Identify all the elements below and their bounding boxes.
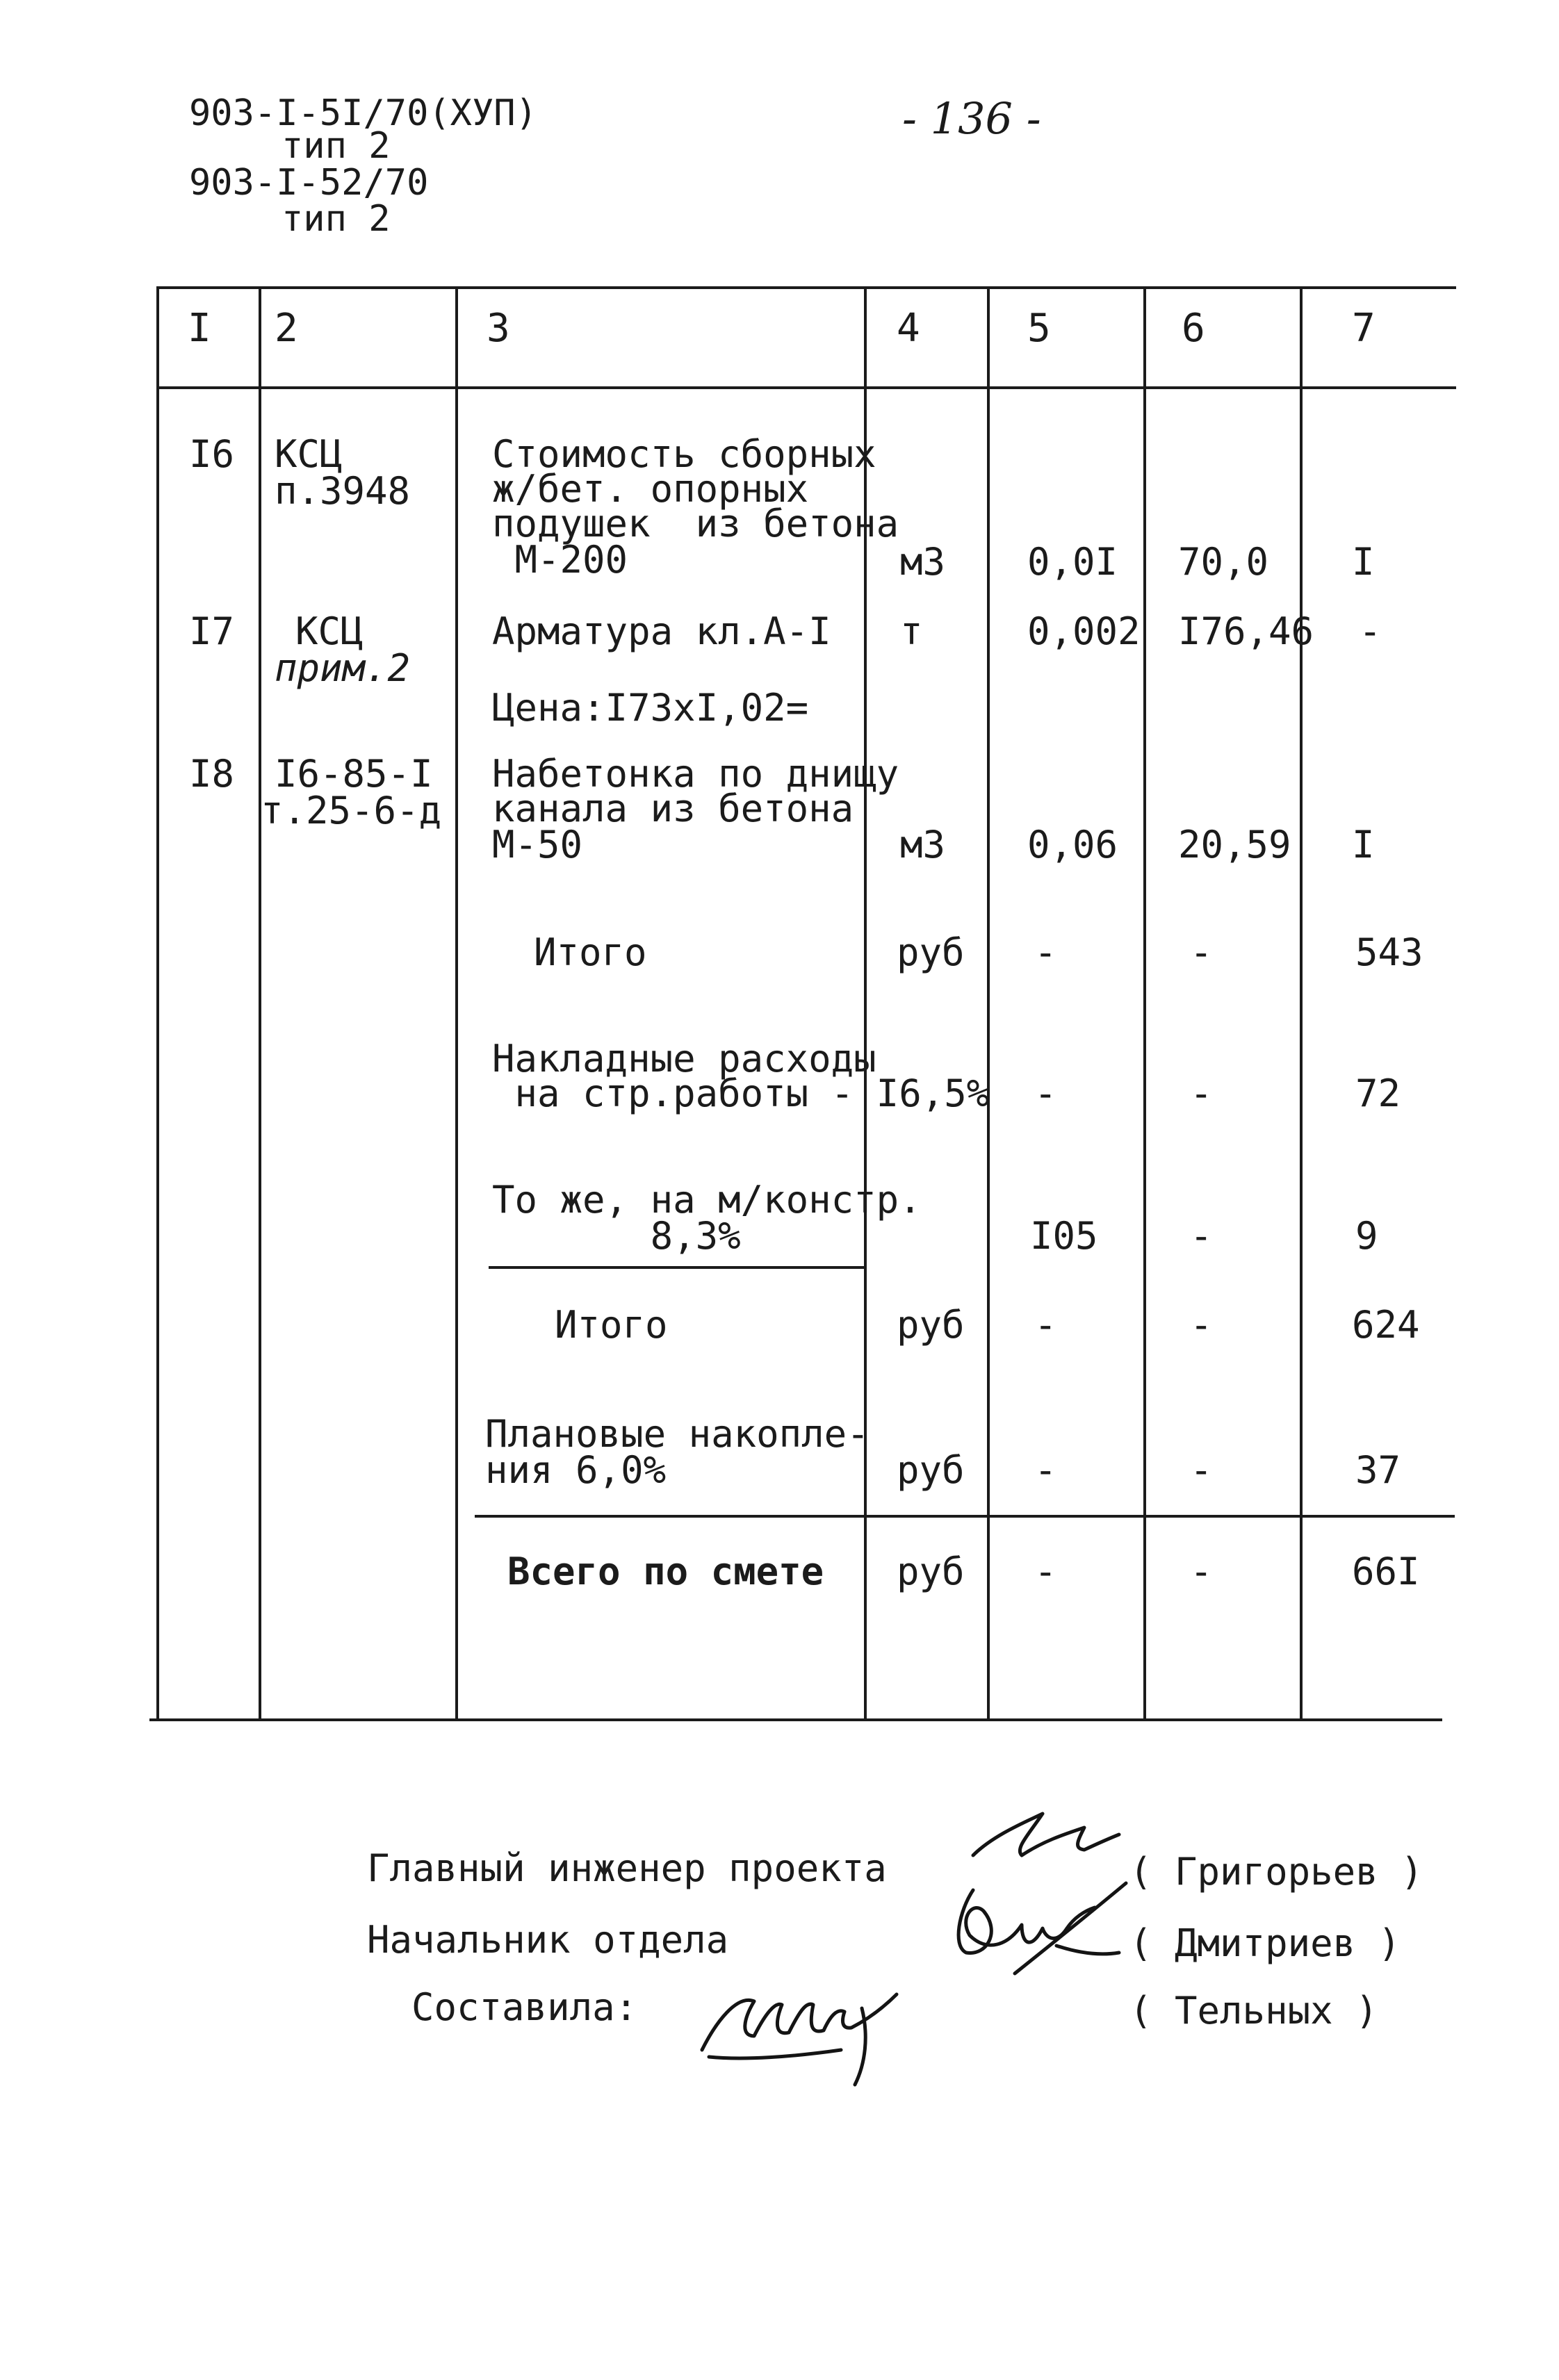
grand-total-price: - (1190, 1550, 1213, 1593)
row-18-unit: м3 (900, 823, 946, 867)
table-bottom-border (149, 1718, 1442, 1721)
grand-total-total: 66I (1352, 1550, 1420, 1593)
metal-overhead-quantity: I05 (1030, 1214, 1098, 1258)
column-number-1: I (188, 306, 211, 351)
row-16-number: I6 (189, 432, 235, 476)
column-divider-5 (1143, 286, 1146, 1720)
overhead-label-1: Накладные расходы (492, 1037, 876, 1081)
grand-total-unit: руб (897, 1550, 965, 1593)
row-16-quantity: 0,0I (1027, 540, 1118, 584)
department-head-name: ( Дмитриев ) (1129, 1921, 1401, 1965)
row-16-desc-3: подушек из бетона (492, 502, 899, 545)
row-17-quantity: 0,002 (1027, 609, 1141, 653)
row-18-source-2: т.25-6-д (261, 789, 442, 832)
subtotal-2-unit: руб (897, 1303, 965, 1347)
document-code-1: 903-I-5I/70(ХУП) (189, 92, 537, 134)
subtotal-1-label: Итого (534, 930, 647, 974)
row-16-desc-2: ж/бет. опорных (492, 467, 809, 511)
row-17-price: I76,46 (1178, 609, 1314, 653)
subtotal-1-quantity: - (1034, 930, 1057, 974)
column-divider-6 (1300, 286, 1303, 1720)
planned-unit: руб (897, 1448, 965, 1492)
overhead-total: 72 (1355, 1072, 1401, 1115)
subtotal-1-price: - (1190, 930, 1213, 974)
subtotal-2-price: - (1190, 1303, 1213, 1347)
row-16-desc-1: Стоимость сборных (492, 432, 876, 476)
compiler-role: Составила: (411, 1985, 638, 2029)
overhead-price: - (1190, 1072, 1213, 1115)
row-16-unit: м3 (900, 540, 946, 584)
grand-total-quantity: - (1034, 1550, 1057, 1593)
table-top-border (156, 286, 1456, 289)
planned-quantity: - (1034, 1448, 1057, 1492)
column-divider-4 (987, 286, 990, 1720)
column-number-3: 3 (487, 306, 510, 351)
grand-total-label: Всего по смете (507, 1550, 824, 1593)
chief-engineer-name: ( Григорьев ) (1129, 1850, 1423, 1894)
row-17-source-1: КСЦ (295, 609, 364, 653)
table-header-divider (156, 386, 1456, 389)
row-18-source-1: I6-85-I (275, 752, 433, 796)
overhead-quantity: - (1034, 1072, 1057, 1115)
metal-overhead-label-1: То же, на м/констр. (492, 1178, 922, 1222)
metal-overhead-total: 9 (1355, 1214, 1378, 1258)
planned-label-2: ния 6,0% (485, 1448, 667, 1492)
row-18-desc-2: канала из бетона (492, 787, 854, 830)
compiler-name: ( Тельных ) (1129, 1989, 1378, 2033)
row-18-price: 20,59 (1178, 823, 1291, 867)
row-17-unit: т (900, 609, 923, 653)
row-17-note: Цена:I73хI,02= (492, 686, 809, 730)
row-16-total: I (1352, 540, 1375, 584)
metal-overhead-price: - (1190, 1214, 1213, 1258)
chief-engineer-role: Главный инженер проекта (367, 1846, 887, 1890)
document-type-2: тип 2 (281, 198, 391, 240)
document-code-2: 903-I-52/70 (189, 162, 429, 204)
planned-price: - (1190, 1448, 1213, 1492)
column-number-4: 4 (897, 306, 920, 351)
row-18-quantity: 0,06 (1027, 823, 1118, 867)
subtotal-2-label: Итого (555, 1303, 668, 1347)
row-16-source-2: п.3948 (275, 469, 411, 513)
row-18-total: I (1352, 823, 1375, 867)
subtotal-2-total: 624 (1352, 1303, 1420, 1347)
row-17-number: I7 (189, 609, 235, 653)
column-number-2: 2 (275, 306, 298, 351)
column-number-7: 7 (1352, 306, 1376, 351)
compiler-signature (688, 1953, 917, 2092)
row-18-desc-3: М-50 (492, 823, 583, 867)
row-17-desc-1: Арматура кл.А-I (492, 609, 831, 653)
column-divider-2 (455, 286, 458, 1720)
subtotal-2-quantity: - (1034, 1303, 1057, 1347)
subtotal-1-total: 543 (1355, 930, 1423, 974)
department-head-role: Начальник отдела (367, 1918, 729, 1962)
page-number: - 136 - (902, 93, 1041, 144)
row-17-total: - (1359, 609, 1382, 653)
metal-overhead-label-2: 8,3% (492, 1214, 741, 1258)
summary-divider-1 (489, 1266, 865, 1269)
row-16-source-1: КСЦ (275, 432, 343, 476)
table-left-border (156, 286, 159, 1720)
row-16-price: 70,0 (1178, 540, 1269, 584)
summary-divider-2 (475, 1515, 1455, 1518)
department-head-signature (917, 1869, 1140, 1980)
planned-label-1: Плановые накопле- (485, 1412, 870, 1456)
document-type-1: тип 2 (281, 125, 391, 167)
column-number-6: 6 (1182, 306, 1205, 351)
subtotal-1-unit: руб (897, 930, 965, 974)
row-16-desc-4: М-200 (492, 538, 628, 582)
overhead-label-2: на стр.работы - I6,5% (492, 1072, 990, 1115)
row-18-desc-1: Набетонка по днищу (492, 752, 899, 796)
column-divider-1 (259, 286, 261, 1720)
planned-total: 37 (1355, 1448, 1401, 1492)
row-18-number: I8 (189, 752, 235, 796)
column-number-5: 5 (1027, 306, 1051, 351)
row-17-source-2: прим.2 (275, 646, 411, 690)
